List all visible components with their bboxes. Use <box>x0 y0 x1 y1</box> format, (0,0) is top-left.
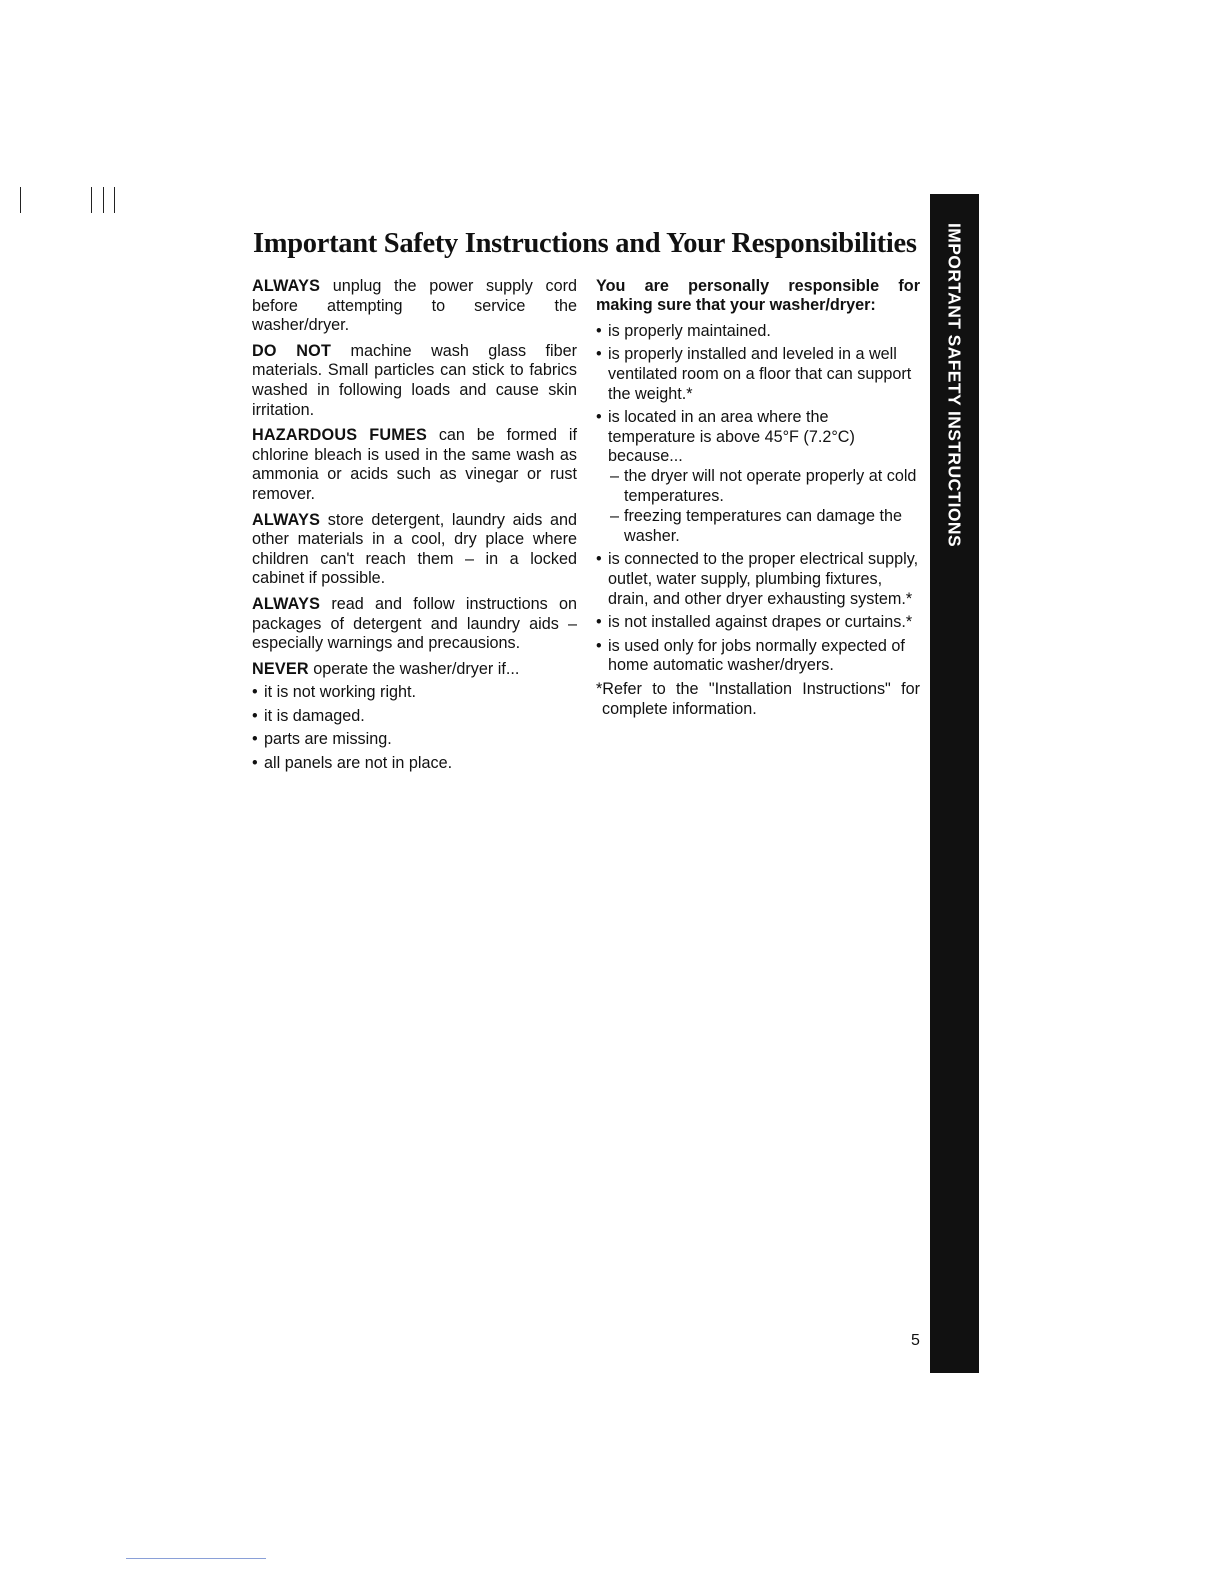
paragraph-text: can be formed if chlorine bleach is used in the same wash as ammonia or acids such as vinegar or rust remover. <box>252 426 577 503</box>
list-item: • is used only for jobs normally expected of home automatic washer/dryers. <box>596 637 920 676</box>
list-item: • is properly installed and leveled in a well ventilated room on a floor that can support the weight.* <box>596 345 920 404</box>
paragraph-hazardous-fumes <box>252 426 577 504</box>
list-item: • it is not working right. <box>252 683 577 703</box>
paragraph-text: operate the washer/dryer if... <box>308 659 520 678</box>
paragraph-never-operate <box>252 660 577 680</box>
paragraph-text: store detergent, laundry aids and other materials in a cool, dry place where children can't reach them – in a locked cabinet if possible. <box>252 510 577 588</box>
scan-edge-line <box>126 1558 266 1559</box>
list-item: • is properly maintained. <box>596 322 920 342</box>
keyword: HAZARDOUS FUMES <box>252 426 427 445</box>
scan-mark <box>91 187 92 213</box>
page-title: Important Safety Instructions and Your Responsibilities <box>253 228 917 259</box>
sub-list-item: – the dryer will not operate properly at cold temperatures. <box>608 467 920 506</box>
list-item: • parts are missing. <box>252 730 577 750</box>
scan-mark <box>20 187 21 213</box>
keyword: ALWAYS <box>252 277 321 295</box>
paragraph-store-detergent <box>252 511 577 589</box>
keyword: NEVER <box>252 659 309 678</box>
paragraph-text: unplug the power supply cord before attempting to service the washer/dryer. <box>252 277 577 335</box>
list-item <box>596 408 920 546</box>
responsibility-lead: You are personally responsible for making sure that your washer/dryer: <box>596 277 920 315</box>
responsibility-list <box>596 322 920 676</box>
footnote: *Refer to the "Installation Instructions" for complete information. <box>596 679 920 718</box>
paragraph-unplug <box>252 277 577 336</box>
left-column <box>252 277 577 778</box>
side-tab-label: IMPORTANT SAFETY INSTRUCTIONS <box>944 223 965 548</box>
paragraph-text: machine wash glass fiber materials. Small particles can stick to fabrics washed in following loads and cause skin irritation. <box>252 341 577 419</box>
keyword: ALWAYS <box>252 510 321 529</box>
keyword: ALWAYS <box>252 594 321 613</box>
list-item: • all panels are not in place. <box>252 754 577 774</box>
right-column <box>596 277 920 725</box>
list-item: • is not installed against drapes or curtains.* <box>596 613 920 633</box>
paragraph-glass-fiber <box>252 342 577 420</box>
list-item: • is connected to the proper electrical supply, outlet, water supply, plumbing fixtures, drain, and other dryer exhausting system.* <box>596 550 920 609</box>
never-list <box>252 683 577 773</box>
page-number: 5 <box>911 1332 920 1349</box>
list-item: • it is damaged. <box>252 707 577 727</box>
because-list <box>608 467 920 546</box>
paragraph-read-instructions <box>252 595 577 654</box>
paragraph-text: read and follow instructions on packages of detergent and laundry aids – especially warnings and precausions. <box>252 594 577 653</box>
sub-list-item: – freezing temperatures can damage the washer. <box>608 507 920 546</box>
keyword: DO NOT <box>252 341 332 360</box>
list-item-text: • is located in an area where the temperature is above 45°F (7.2°C) because... <box>608 408 855 466</box>
scan-mark <box>103 187 104 213</box>
scan-mark <box>114 187 115 213</box>
